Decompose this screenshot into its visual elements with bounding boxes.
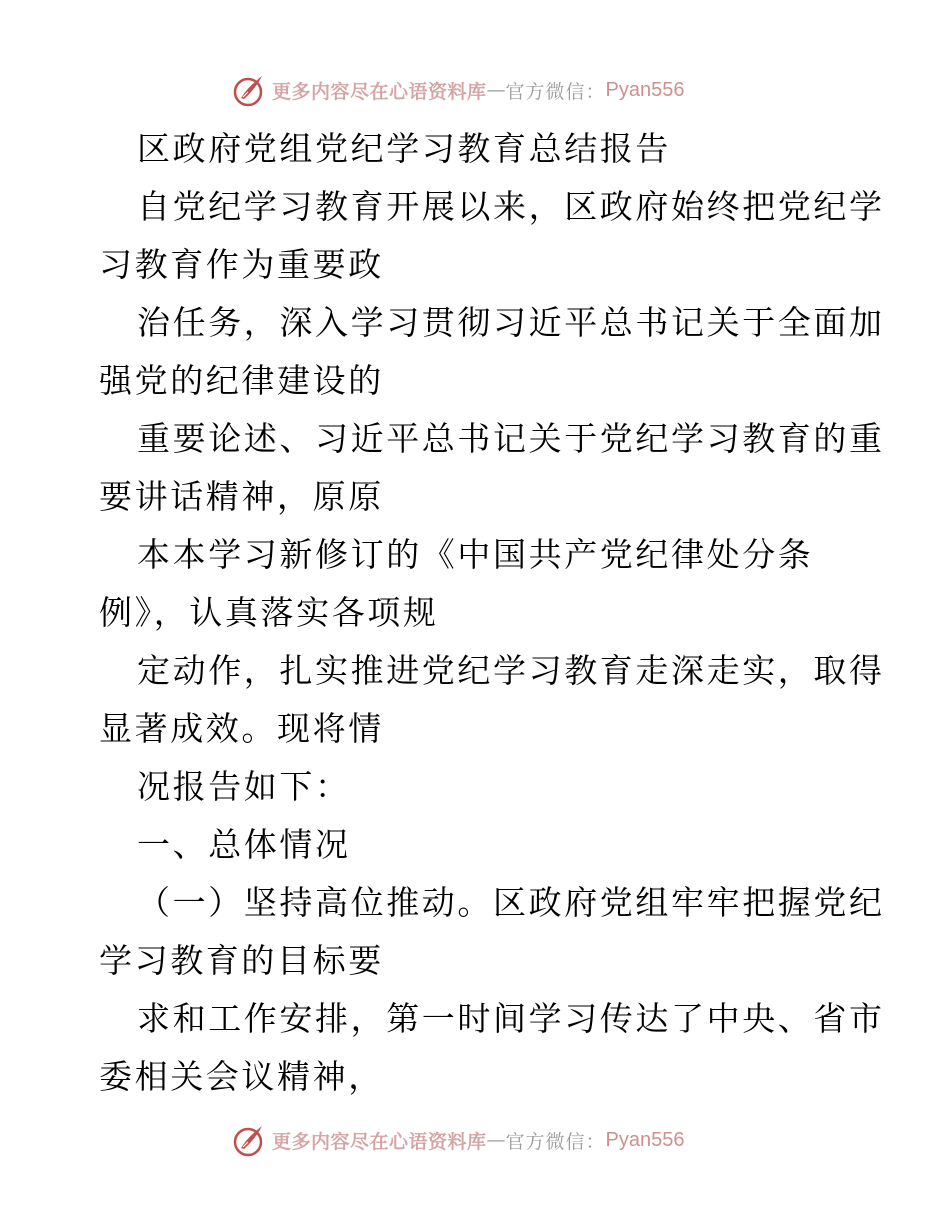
- header-watermark: [232, 70, 685, 110]
- text-line: 习教育作为重要政: [99, 245, 384, 284]
- text-line: 求和工作安排，第一时间学习传达了中央、省市: [137, 999, 885, 1038]
- watermark-text-main: 更多内容尽在心语资料库: [272, 1130, 487, 1153]
- text-line: 要讲话精神，原原: [99, 477, 384, 516]
- text-line: 定动作，扎实推进党纪学习教育走深走实，取得: [137, 651, 885, 690]
- footer-watermark: [232, 1120, 685, 1160]
- text-line: 重要论述、习近平总书记关于党纪学习教育的重: [137, 419, 885, 458]
- text-line: 本本学习新修订的《中国共产党纪律处分条: [137, 535, 814, 574]
- text-line: 况报告如下：: [137, 767, 351, 806]
- watermark-separator: —: [486, 79, 506, 101]
- document-title: 区政府党组党纪学习教育总结报告: [137, 129, 671, 168]
- text-line: 学习教育的目标要: [99, 941, 384, 980]
- text-line: 例》，认真落实各项规: [99, 593, 439, 632]
- section-heading: 一、总体情况: [137, 825, 351, 864]
- watermark-text-main: 更多内容尽在心语资料库: [272, 80, 487, 103]
- text-line: 强党的纪律建设的: [99, 361, 384, 400]
- watermark-label: 官方微信：: [505, 1130, 606, 1153]
- watermark-wechat-id: Pyan556: [605, 1128, 685, 1151]
- quill-pen-circle-icon: [232, 1122, 268, 1158]
- watermark-wechat-id: Pyan556: [605, 78, 685, 101]
- text-line: 显著成效。现将情: [99, 709, 384, 748]
- document-body: [99, 120, 885, 1106]
- text-line: （一）坚持高位推动。区政府党组牢牢把握党纪: [137, 883, 885, 922]
- text-line: 治任务，深入学习贯彻习近平总书记关于全面加: [137, 303, 885, 342]
- watermark-label: 官方微信：: [505, 80, 606, 103]
- quill-pen-circle-icon: [232, 72, 268, 108]
- text-line: 自党纪学习教育开展以来，区政府始终把党纪学: [137, 187, 885, 226]
- watermark-separator: —: [486, 1129, 506, 1151]
- text-line: 委相关会议精神，: [99, 1057, 384, 1096]
